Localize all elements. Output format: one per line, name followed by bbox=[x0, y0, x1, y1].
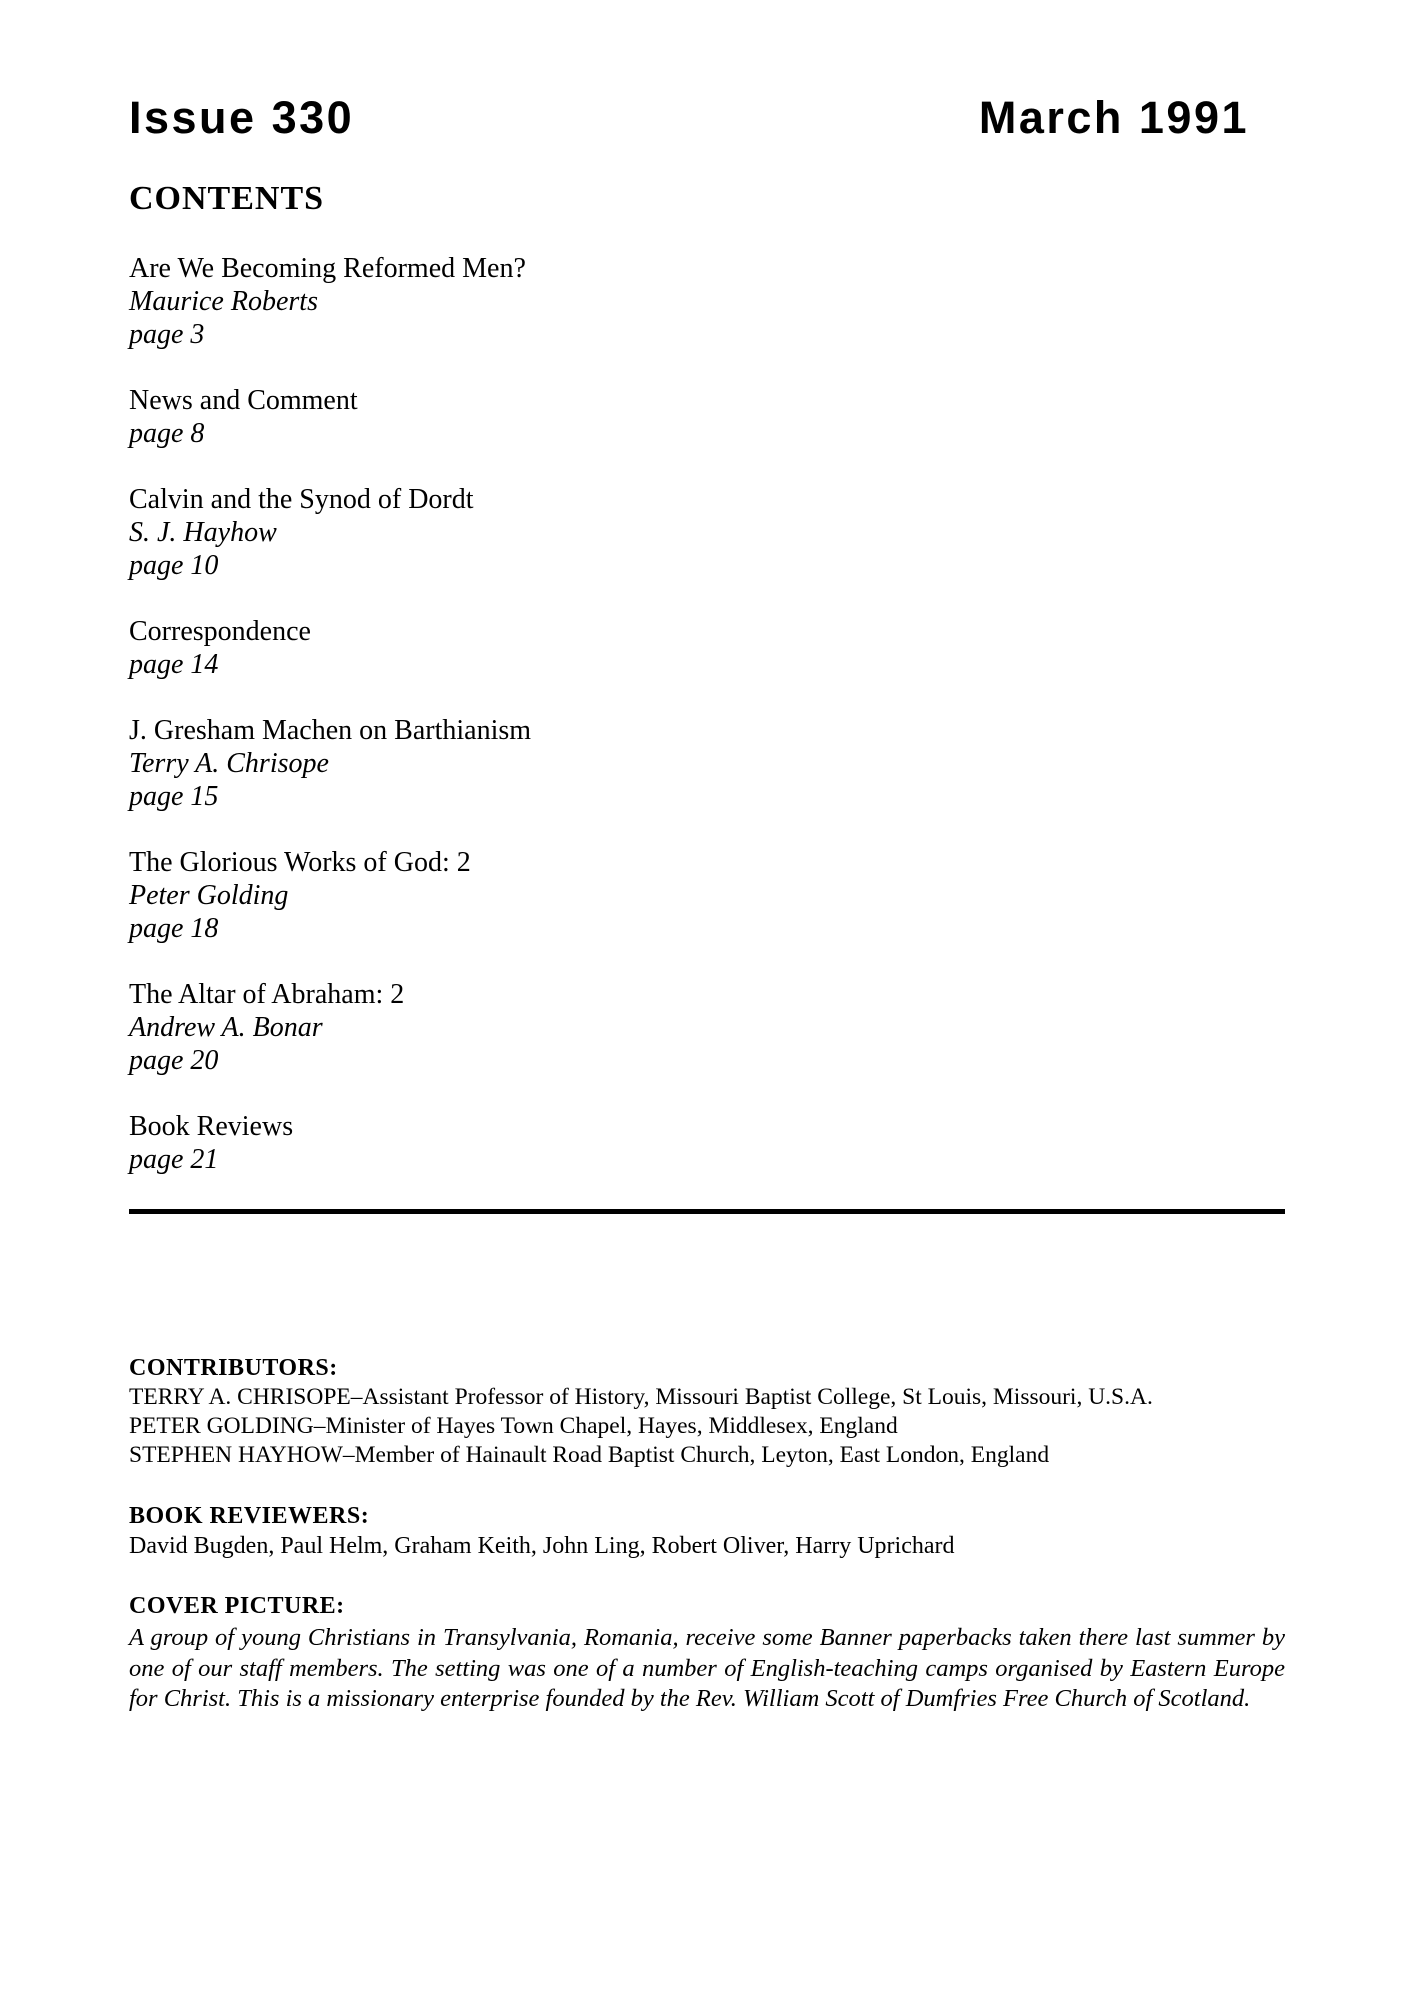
toc-entry bbox=[129, 384, 1285, 450]
article-author: Peter Golding bbox=[129, 880, 289, 911]
toc-entry bbox=[129, 483, 1285, 582]
article-title: Are We Becoming Reformed Men? bbox=[129, 253, 526, 284]
toc-entry bbox=[129, 1110, 1285, 1176]
credits-section bbox=[129, 1353, 1285, 1715]
article-title: Correspondence bbox=[129, 616, 311, 647]
book-reviewers-heading: BOOK REVIEWERS: bbox=[129, 1503, 370, 1529]
toc-entry bbox=[129, 846, 1285, 945]
article-author: Maurice Roberts bbox=[129, 286, 318, 317]
article-title: Calvin and the Synod of Dordt bbox=[129, 484, 474, 515]
article-title: The Glorious Works of God: 2 bbox=[129, 847, 471, 878]
toc-entry bbox=[129, 978, 1285, 1077]
toc-entry bbox=[129, 714, 1285, 813]
contributor-entry: PETER GOLDING–Minister of Hayes Town Chapel, Hayes, Middlesex, England bbox=[129, 1413, 898, 1439]
contributor-entry: STEPHEN HAYHOW–Member of Hainault Road Baptist Church, Leyton, East London, England bbox=[129, 1442, 1050, 1468]
article-page: page 20 bbox=[129, 1045, 219, 1076]
contributor-entry: TERRY A. CHRISOPE–Assistant Professor of History, Missouri Baptist College, St Louis, Missouri, U.S.A. bbox=[129, 1384, 1153, 1410]
article-title: The Altar of Abraham: 2 bbox=[129, 979, 405, 1010]
article-page: page 3 bbox=[129, 319, 205, 350]
article-page: page 14 bbox=[129, 649, 219, 680]
table-of-contents bbox=[129, 252, 1285, 1176]
toc-entry bbox=[129, 252, 1285, 351]
article-author: Terry A. Chrisope bbox=[129, 748, 329, 779]
cover-picture-caption: A group of young Christians in Transylvania, Romania, receive some Banner paperbacks taken there last summer by one of our staff members. The setting was one of a number of English-teaching camps organised by Eastern Europe for Christ. This is a missionary enterprise founded by the Rev. William Scott of Dumfries Free Church of Scotland. bbox=[129, 1624, 1285, 1712]
cover-picture-heading: COVER PICTURE: bbox=[129, 1593, 345, 1619]
contents-heading: CONTENTS bbox=[129, 180, 325, 217]
article-author: S. J. Hayhow bbox=[129, 517, 277, 548]
article-page: page 18 bbox=[129, 913, 219, 944]
article-title: News and Comment bbox=[129, 385, 358, 416]
issue-date: March 1991 bbox=[978, 92, 1249, 143]
article-author: Andrew A. Bonar bbox=[129, 1012, 323, 1043]
issue-number: Issue 330 bbox=[129, 92, 355, 143]
divider-rule bbox=[129, 1209, 1285, 1214]
toc-entry bbox=[129, 615, 1285, 681]
article-title: J. Gresham Machen on Barthianism bbox=[129, 715, 532, 746]
article-page: page 10 bbox=[129, 550, 219, 581]
contributors-heading: CONTRIBUTORS: bbox=[129, 1355, 338, 1381]
article-page: page 8 bbox=[129, 418, 205, 449]
article-page: page 21 bbox=[129, 1144, 219, 1175]
book-reviewers-names: David Bugden, Paul Helm, Graham Keith, John Ling, Robert Oliver, Harry Uprichard bbox=[129, 1533, 955, 1559]
article-page: page 15 bbox=[129, 781, 219, 812]
masthead bbox=[129, 92, 1285, 143]
article-title: Book Reviews bbox=[129, 1111, 294, 1142]
